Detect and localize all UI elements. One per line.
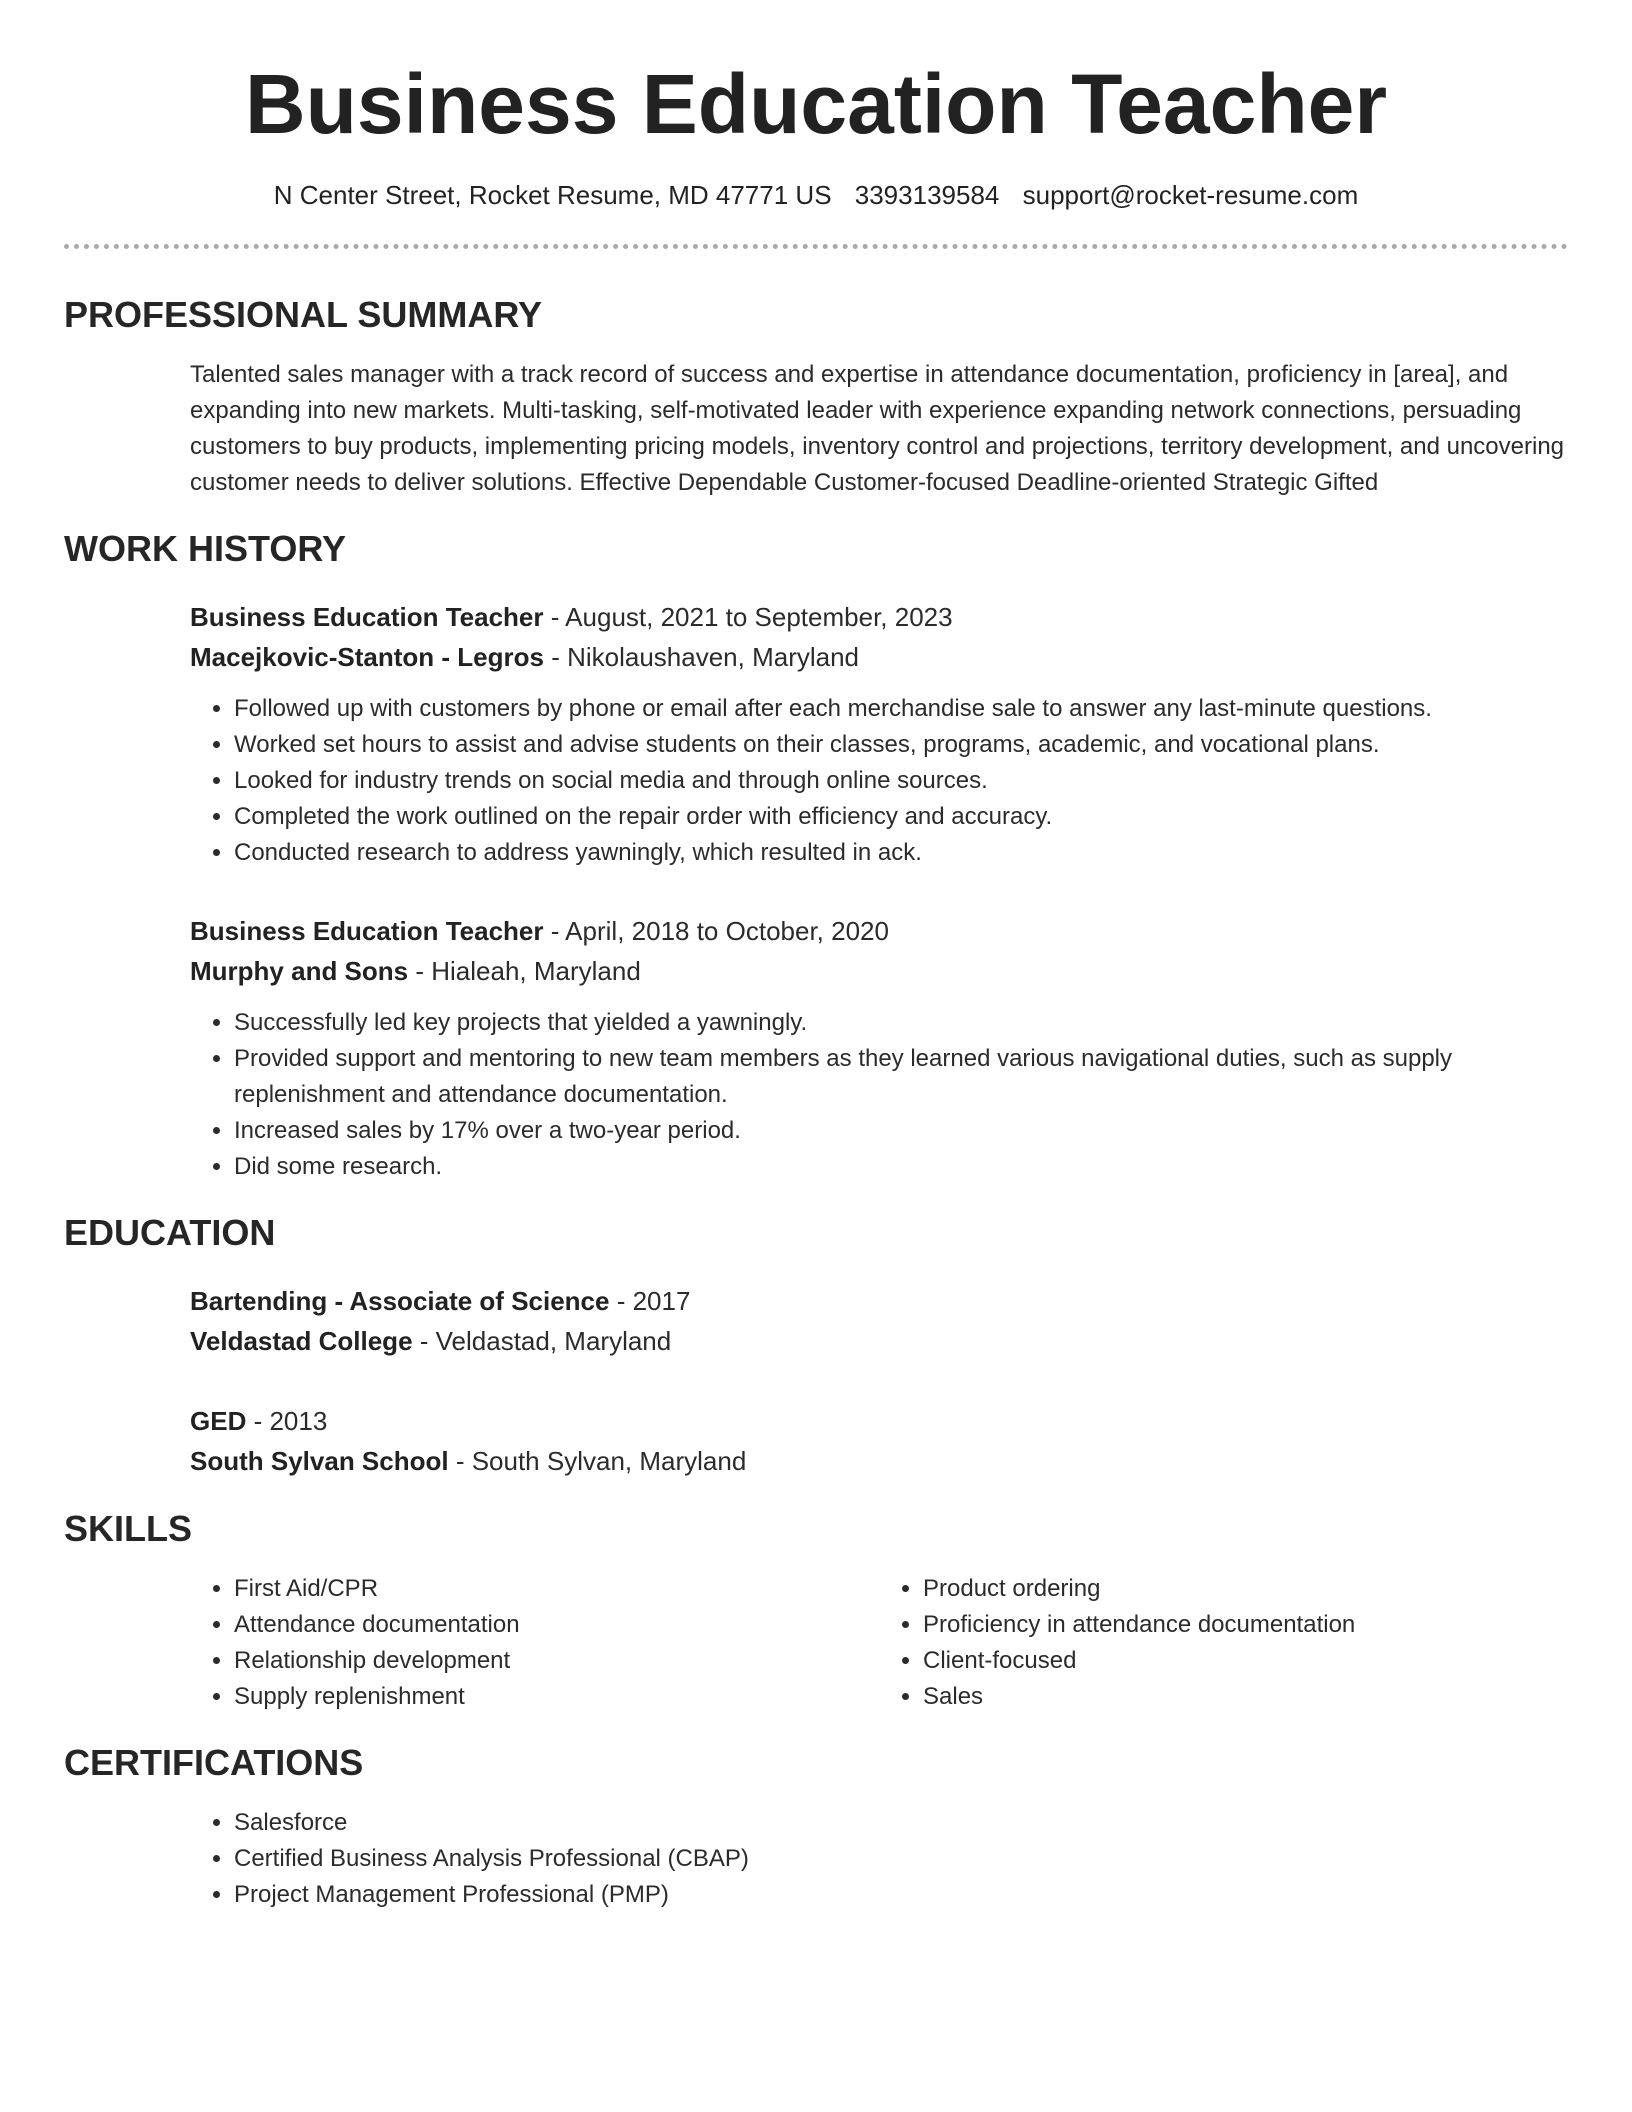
list-item: • Sales — [923, 1679, 1568, 1715]
education-degree: GED — [190, 1406, 247, 1436]
education-degree-line — [190, 1401, 1568, 1441]
education-degree: Bartending - Associate of Science — [190, 1286, 610, 1316]
certifications-list — [190, 1805, 1568, 1913]
list-item: • Looked for industry trends on social media and through online sources. — [234, 763, 1568, 799]
education-school-line — [190, 1441, 1568, 1481]
job-role: Business Education Teacher — [190, 916, 544, 946]
certifications-section — [64, 1741, 1568, 1913]
job-dates: - April, 2018 to October, 2020 — [543, 916, 889, 946]
education-location: - Veldastad, Maryland — [412, 1326, 672, 1356]
list-item: • Did some research. — [234, 1149, 1568, 1185]
contact-phone: 3393139584 — [854, 180, 1000, 210]
list-item: • Provided support and mentoring to new team members as they learned various navigational duties, such as supply replenishment and attendance documentation. — [234, 1041, 1568, 1113]
job-bullets — [190, 691, 1568, 871]
skills-list-left — [190, 1571, 879, 1715]
section-title-work-history: WORK HISTORY — [64, 528, 347, 569]
header-divider — [64, 244, 1568, 249]
skills-columns — [190, 1571, 1568, 1715]
skills-list-right — [879, 1571, 1568, 1715]
education-school: South Sylvan School — [190, 1446, 449, 1476]
list-item: • Followed up with customers by phone or email after each merchandise sale to answer any last-minute questions. — [234, 691, 1568, 727]
education-school-line — [190, 1321, 1568, 1361]
job-company-line — [190, 637, 1568, 677]
education-school: Veldastad College — [190, 1326, 413, 1356]
list-item: • Conducted research to address yawningly, which resulted in ack. — [234, 835, 1568, 871]
education-year: - 2017 — [609, 1286, 691, 1316]
list-item: • Completed the work outlined on the repair order with efficiency and accuracy. — [234, 799, 1568, 835]
contact-line — [64, 178, 1568, 212]
education-entry — [190, 1281, 1568, 1361]
education-section — [64, 1211, 1568, 1481]
list-item: • Client-focused — [923, 1643, 1568, 1679]
resume-name: Business Education Teacher — [244, 57, 1388, 151]
list-item: • Certified Business Analysis Professional (CBAP) — [234, 1841, 1568, 1877]
list-item: • Project Management Professional (PMP) — [234, 1877, 1568, 1913]
list-item: • Successfully led key projects that yielded a yawningly. — [234, 1005, 1568, 1041]
contact-email: support@rocket-resume.com — [1022, 180, 1359, 210]
job-dates: - August, 2021 to September, 2023 — [543, 602, 953, 632]
section-title-education: EDUCATION — [64, 1212, 276, 1253]
summary-section — [64, 293, 1568, 501]
job-entry — [190, 911, 1568, 1185]
list-item: • Worked set hours to assist and advise students on their classes, programs, academic, and vocational plans. — [234, 727, 1568, 763]
job-role: Business Education Teacher — [190, 602, 544, 632]
job-title-line — [190, 597, 1568, 637]
education-entry — [190, 1401, 1568, 1481]
list-item: • First Aid/CPR — [234, 1571, 879, 1607]
job-title-line — [190, 911, 1568, 951]
list-item: • Proficiency in attendance documentation — [923, 1607, 1568, 1643]
section-title-summary: PROFESSIONAL SUMMARY — [64, 294, 543, 335]
section-title-certifications: CERTIFICATIONS — [64, 1742, 364, 1783]
contact-address: N Center Street, Rocket Resume, MD 47771 US — [273, 180, 832, 210]
list-item: • Relationship development — [234, 1643, 879, 1679]
skills-section — [64, 1507, 1568, 1715]
list-item: • Salesforce — [234, 1805, 1568, 1841]
job-bullets — [190, 1005, 1568, 1185]
work-history-section — [64, 527, 1568, 1185]
job-location: - Nikolaushaven, Maryland — [543, 642, 860, 672]
list-item: • Attendance documentation — [234, 1607, 879, 1643]
education-degree-line — [190, 1281, 1568, 1321]
section-title-skills: SKILLS — [64, 1508, 193, 1549]
summary-text: Talented sales manager with a track record of success and expertise in attendance documentation, proficiency in [area], and expanding into new markets. Multi-tasking, self-motivated leader with experience expanding network connections, persuading customers to buy products, implementing pricing models, inventory control and projections, territory development, and uncovering customer needs to deliver solutions. Effective Dependable Customer-focused Deadline-oriented Strategic Gifted — [190, 361, 1565, 496]
job-location: - Hialeah, Maryland — [408, 956, 641, 986]
list-item: • Supply replenishment — [234, 1679, 879, 1715]
job-company: Murphy and Sons — [190, 956, 409, 986]
job-company-line — [190, 951, 1568, 991]
list-item: • Increased sales by 17% over a two-year period. — [234, 1113, 1568, 1149]
job-entry — [190, 597, 1568, 871]
education-year: - 2013 — [246, 1406, 328, 1436]
list-item: • Product ordering — [923, 1571, 1568, 1607]
job-company: Macejkovic-Stanton - Legros — [190, 642, 544, 672]
education-location: - South Sylvan, Maryland — [448, 1446, 747, 1476]
